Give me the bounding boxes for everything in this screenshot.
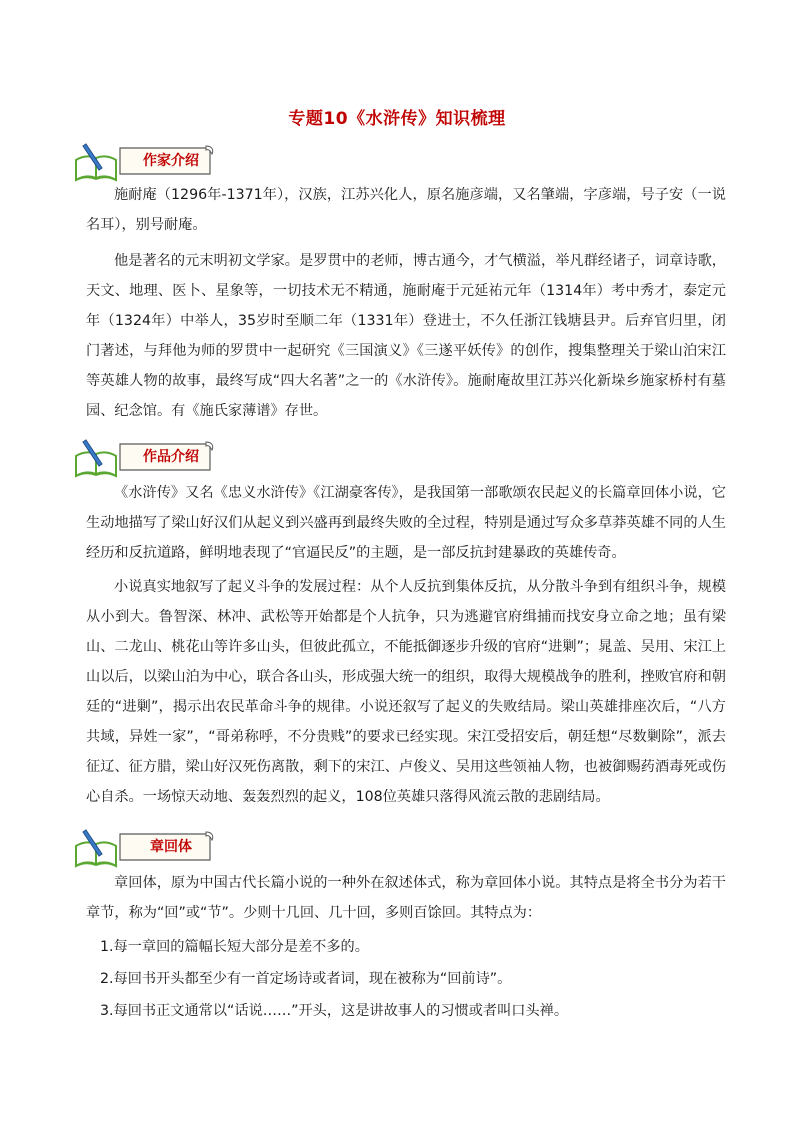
chapter-item-1: 1.每一章回的篇幅长短大部分是差不多的。: [100, 939, 369, 955]
section-label: 章回体: [150, 839, 192, 855]
chapter-paragraph-1: 章回体，原为中国古代长篇小说的一种外在叙述体式，称为章回体小说。其特点是将全书分为若干章节，称为“回”或“节”。少则十几回、几十回，多则百馀回。其特点为：: [86, 875, 726, 921]
section-header-author: [72, 140, 218, 184]
section-label: 作家介绍: [143, 153, 199, 169]
section-header-chapter: [72, 826, 218, 870]
chapter-item-3: 3.每回书正文通常以“话说……”开头，这是讲故事人的习惯或者叫口头禅。: [100, 1003, 569, 1019]
page-title: 专题10《水浒传》知识梳理: [288, 109, 506, 129]
author-paragraph-1: 施耐庵（1296年-1371年），汉族，江苏兴化人，原名施彦端，又名肇端，字彦端，号子安（一说名耳），别号耐庵。: [86, 187, 726, 233]
section-label: 作品介绍: [143, 449, 199, 465]
author-paragraph-2: 他是著名的元末明初文学家。是罗贯中的老师，博古通今，才气横溢，举凡群经诸子，词章诗歌，天文、地理、医卜、星象等，一切技术无不精通，施耐庵于元延祐元年（1314年）考中秀才，泰定元年（1324年）中举人，35岁时至顺二年（1331年）登进士，不久任浙江钱塘县尹。后弃官归里，闭门著述，与拜他为师的罗贯中一起研究《三国演义》《三遂平妖传》的创作，搜集整理关于梁山泊宋江等英雄人物的故事，最终写成“四大名著”之一的《水浒传》。施耐庵故里江苏兴化新垛乡施家桥村有墓园、纪念馆。有《施氏家薄谱》存世。: [86, 253, 726, 419]
chapter-item-2: 2.每回书开头都至少有一首定场诗或者词，现在被称为“回前诗”。: [100, 971, 512, 987]
section-header-work: [72, 436, 218, 480]
work-paragraph-1: 《水浒传》又名《忠义水浒传》《江湖豪客传》，是我国第一部歌颂农民起义的长篇章回体小说，它生动地描写了梁山好汉们从起义到兴盛再到最终失败的全过程，特别是通过写众多草莽英雄不同的人生经历和反抗道路，鲜明地表现了“官逼民反”的主题，是一部反抗封建暴政的英雄传奇。: [86, 485, 726, 561]
work-paragraph-2: 小说真实地叙写了起义斗争的发展过程：从个人反抗到集体反抗，从分散斗争到有组织斗争，规模从小到大。鲁智深、林冲、武松等开始都是个人抗争，只为逃避官府缉捕而找安身立命之地；虽有梁山、二龙山、桃花山等许多山头，但彼此孤立，不能抵御逐步升级的官府“进剿”；晁盖、吴用、宋江上山以后，以梁山泊为中心，联合各山头，形成强大统一的组织，取得大规模战争的胜利，挫败官府和朝廷的“进剿”，揭示出农民革命斗争的规律。小说还叙写了起义的失败结局。梁山英雄排座次后，“八方共域，异姓一家”，“哥弟称呼，不分贵贱”的要求已经实现。宋江受招安后，朝廷想“尽数剿除”，派去征辽、征方腊，梁山好汉死伤离散，剩下的宋江、卢俊义、吴用这些领袖人物，也被御赐药酒毒死或伤心自杀。一场惊天动地、轰轰烈烈的起义，108位英雄只落得风流云散的悲剧结局。: [86, 579, 726, 805]
